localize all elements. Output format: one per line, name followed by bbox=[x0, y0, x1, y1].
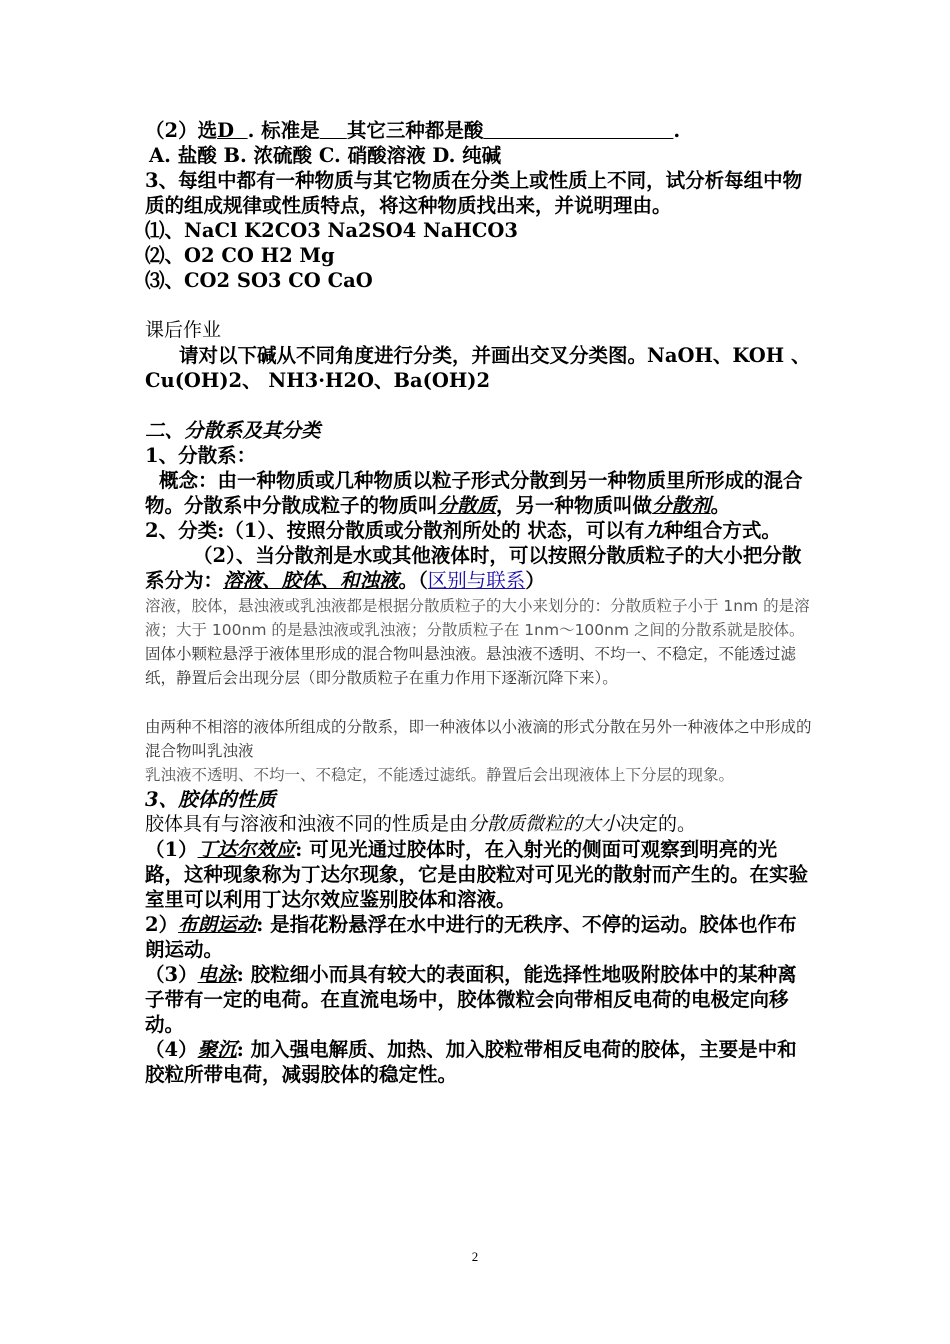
homework-text: 请对以下碱从不同角度进行分类，并画出交叉分类图。NaOH、KOH 、 Cu(OH)2、 NH3·H2O、Ba(OH)2 bbox=[145, 344, 811, 392]
dispersion-types: 溶液、胶体、和浊液 bbox=[223, 569, 399, 592]
difference-link[interactable]: 区别与联系 bbox=[427, 569, 526, 592]
answer-blank: D bbox=[217, 119, 234, 142]
document-body bbox=[145, 118, 815, 1087]
colloid-intro: 胶体具有与溶液和浊液不同的性质是由分散质微粒的大小决定的。 bbox=[145, 813, 697, 835]
section-2-heading: 二、分散系及其分类 bbox=[145, 419, 321, 442]
question-2-line: （2）选D . 标准是 其它三种都是酸 . bbox=[145, 119, 681, 142]
property-brownian: 2）布朗运动: 是指花粉悬浮在水中进行的无秩序、不停的运动。胶体也作布朗运动。 bbox=[145, 913, 797, 961]
group-2: ⑵、O2 CO H2 Mg bbox=[145, 244, 335, 267]
note-emulsion-properties: 乳浊液不透明、不均一、不稳定，不能透过滤纸。静置后会出现液体上下分层的现象。 bbox=[145, 766, 735, 784]
classification-2: （2）、当分散剂是水或其他液体时，可以按照分散质粒子的大小把分散系分为：溶液、胶体、和浊液。（区别与联系） bbox=[145, 544, 802, 592]
answer-options: A. 盐酸 B. 浓硫酸 C. 硝酸溶液 D. 纯碱 bbox=[149, 144, 502, 167]
classification-1: 2、分类:（1）、按照分散质或分散剂所处的 状态，可以有九种组合方式。 bbox=[145, 519, 781, 542]
question-3-title: 3、每组中都有一种物质与其它物质在分类上或性质上不同，试分析每组中物质的组成规律或性质特点，将这种物质找出来，并说明理由。 bbox=[145, 169, 803, 217]
group-3: ⑶、CO2 SO3 CO CaO bbox=[145, 269, 373, 292]
homework-heading: 课后作业 bbox=[145, 319, 222, 341]
concept-paragraph: 概念：由一种物质或几种物质以粒子形式分散到另一种物质里所形成的混合物。分散系中分散成粒子的物质叫分散质，另一种物质叫做分散剂。 bbox=[145, 469, 803, 517]
note-solution-colloid: 溶液，胶体，悬浊液或乳浊液都是根据分散质粒子的大小来划分的：分散质粒子小于 1nm 的是溶液；大于 100nm 的是悬浊液或乳浊液；分散质粒子在 1nm～100nm 之间的分散系就是胶体。 bbox=[145, 597, 810, 639]
note-emulsion-definition: 由两种不相溶的液体所组成的分散系，即一种液体以小液滴的形式分散在另外一种液体之中形成的混合物叫乳浊液 bbox=[145, 718, 812, 760]
page-number: 2 bbox=[471, 1249, 479, 1264]
property-coagulation: （4）聚沉: 加入强电解质、加热、加入胶粒带相反电荷的胶体，主要是中和胶粒所带电荷，减弱胶体的稳定性。 bbox=[145, 1038, 797, 1086]
term-dispersoid: 分散质 bbox=[437, 494, 497, 517]
note-suspension: 固体小颗粒悬浮于液体里形成的混合物叫悬浊液。悬浊液不透明、不均一、不稳定，不能透过滤纸，静置后会出现分层（即分散质粒子在重力作用下逐渐沉降下来）。 bbox=[145, 645, 797, 687]
property-tyndall: （1）丁达尔效应: 可见光通过胶体时，在入射光的侧面可观察到明亮的光路，这种现象称为丁达尔现象，它是由胶粒对可见光的散射而产生的。在实验室里可以利用丁达尔效应鉴别胶体和溶液。 bbox=[145, 838, 809, 911]
property-electrophoresis: （3）电泳: 胶粒细小而具有较大的表面积，能选择性地吸附胶体中的某种离子带有一定的电荷。在直流电场中，胶体微粒会向带相反电荷的电极定向移动。 bbox=[145, 963, 797, 1036]
term-dispersant: 分散剂 bbox=[652, 494, 711, 517]
section-3-heading: 3、胶体的性质 bbox=[145, 788, 276, 811]
section-2-1-heading: 1、分散系： bbox=[145, 444, 257, 467]
group-1: ⑴、NaCl K2CO3 Na2SO4 NaHCO3 bbox=[145, 219, 518, 242]
